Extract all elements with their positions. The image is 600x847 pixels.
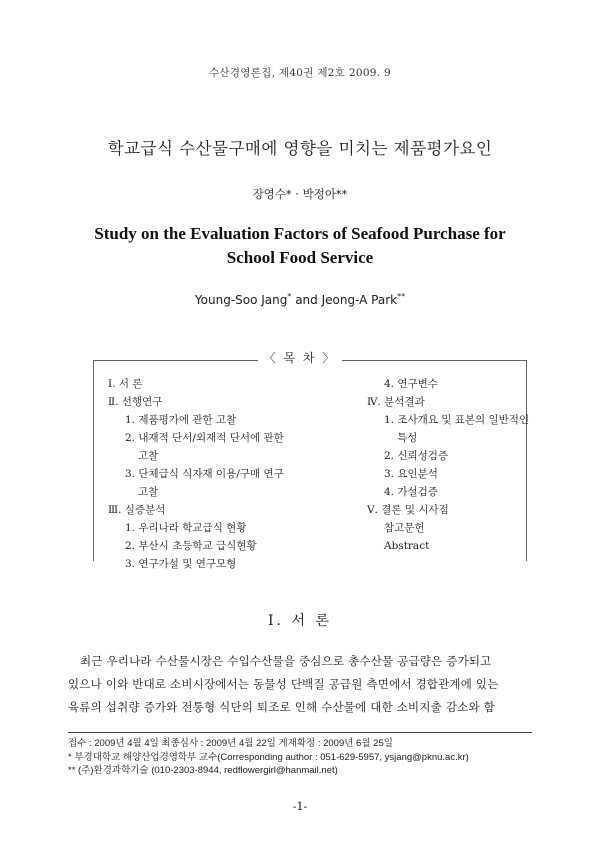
toc-item: Ⅲ. 실증분석: [108, 504, 166, 516]
toc-item: 2. 신뢰성검증: [384, 450, 449, 462]
toc-item: 고찰: [138, 450, 159, 462]
korean-title: 학교급식 수산물구매에 영향을 미치는 제품평가요인: [107, 139, 493, 158]
author-2-mark: **: [397, 292, 406, 301]
toc-left-column: [108, 375, 328, 573]
english-title: [60, 222, 540, 270]
body-paragraph: [68, 650, 532, 719]
english-title-line-1: Study on the Evaluation Factors of Seafood Purchase for: [94, 224, 506, 243]
toc-item: 2. 부산시 초등학교 급식현황: [125, 540, 257, 552]
toc-item: 특성: [397, 432, 418, 444]
footnote-dates: 접수 : 2009년 4월 4일 최종심사 : 2009년 4월 22일 게재확정 : 2009년 6월 25일: [68, 738, 393, 749]
journal-header: 수산경영론집, 제40권 제2호 2009. 9: [208, 67, 392, 79]
author-1-mark: *: [287, 292, 292, 301]
toc-item: Ⅳ. 분석결과: [367, 396, 425, 408]
footnote-divider: [68, 732, 532, 733]
body-line: 최근 우리나라 수산물시장은 수입수산물을 중심으로 총수산물 공급량은 증가되고: [80, 654, 492, 668]
toc-item: 3. 요인분석: [384, 468, 438, 480]
footnotes: [68, 737, 538, 778]
toc-item: Ⅴ. 결론 및 시사점: [367, 504, 449, 516]
toc-item: 3. 단체급식 식자재 이용/구매 연구: [125, 468, 284, 480]
author-1-name: Young-Soo Jang: [194, 293, 288, 307]
body-line: 육류의 섭취량 증가와 전통형 식단의 퇴조로 인해 수산물에 대한 소비지출 감소와 함: [68, 700, 495, 714]
footnote-author-1: * 부경대학교 해양산업경영학부 교수(Corresponding author : 051-629-5957, ysjang@pknu.ac.kr): [68, 751, 469, 763]
footnote-author-2: ** (주)환경과학기술 (010-2303-8944, redflowergirl@hanmail.net): [68, 765, 338, 776]
toc-item: 1. 제품평가에 관한 고찰: [125, 414, 237, 426]
english-title-line-2: School Food Service: [226, 248, 374, 267]
body-line: 있으나 이와 반대로 소비시장에서는 동물성 단백질 공급원 측면에서 경합관계에 있는: [68, 677, 499, 691]
toc-heading: 〈 목 차 〉: [0, 349, 600, 366]
toc-item: 참고문헌: [384, 522, 425, 534]
page-number: -1-: [292, 800, 308, 813]
toc-item: 고찰: [138, 486, 159, 498]
toc-item: 1. 우리나라 학교급식 현황: [125, 522, 247, 534]
toc-item: Ⅱ. 선행연구: [108, 396, 163, 408]
author-2-name: and Jeong-A Park: [291, 293, 398, 307]
toc-item: Ⅰ. 서 론: [108, 378, 143, 390]
toc-item: 2. 내재적 단서/외재적 단서에 관한: [125, 432, 284, 444]
toc-item: 4. 연구변수: [384, 378, 438, 390]
korean-authors: 장영수* · 박정아**: [252, 187, 348, 201]
toc-item: 4. 가설검증: [384, 486, 438, 498]
toc-item: Abstract: [384, 540, 430, 552]
toc-right-column: [367, 375, 542, 555]
section-heading-introduction: Ⅰ. 서 론: [268, 613, 332, 629]
toc-item: 1. 조사개요 및 표본의 일반적인: [384, 414, 530, 426]
toc-item: 3. 연구가설 및 연구모형: [125, 558, 237, 570]
english-authors: [0, 292, 600, 307]
